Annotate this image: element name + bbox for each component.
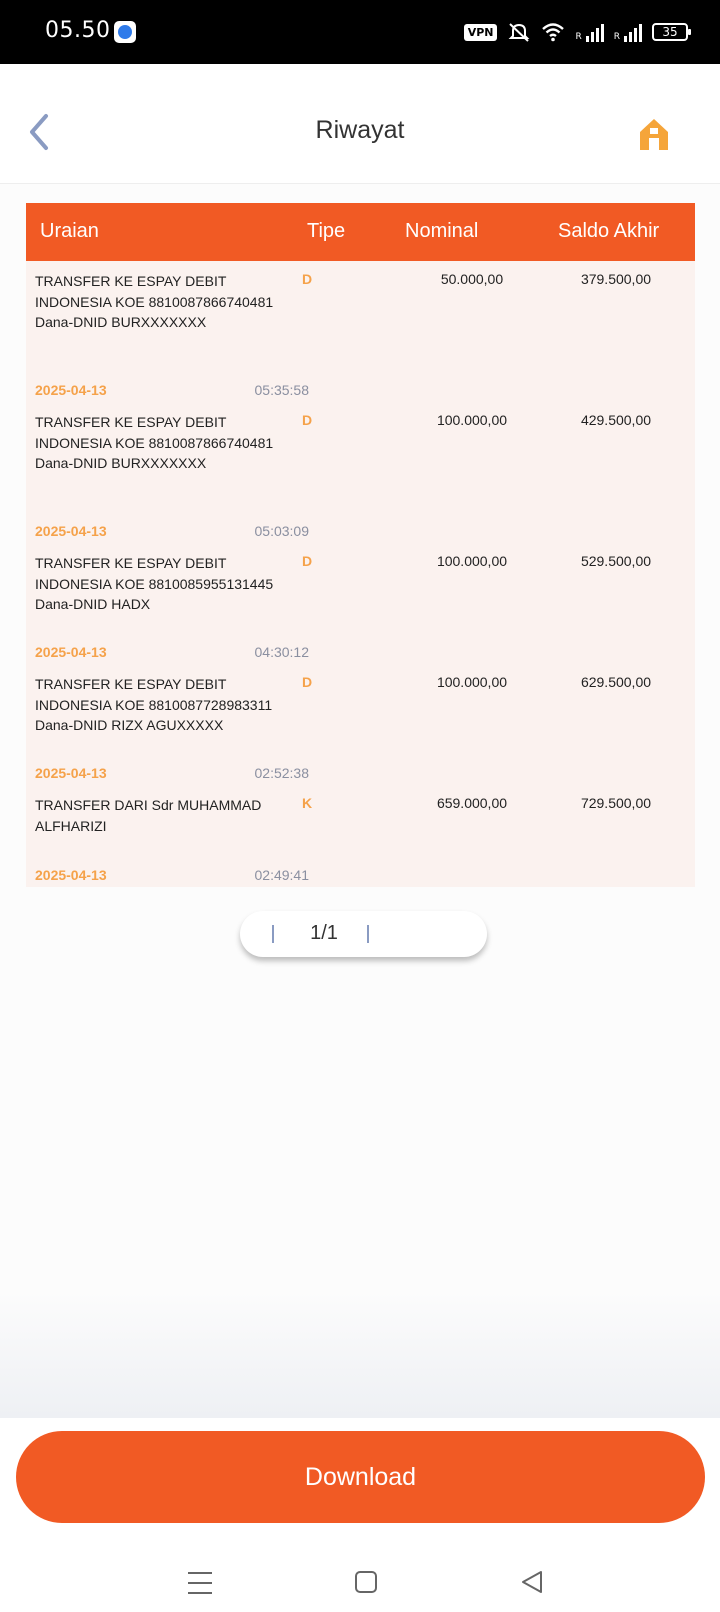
row-time: 02:52:38 bbox=[254, 765, 309, 781]
row-nominal: 659.000,00 bbox=[436, 795, 508, 811]
row-nominal: 100.000,00 bbox=[436, 674, 508, 690]
menu-icon[interactable] bbox=[188, 1572, 212, 1594]
col-header-uraian: Uraian bbox=[40, 220, 99, 242]
row-nominal: 100.000,00 bbox=[436, 553, 508, 569]
battery-icon: 35 bbox=[652, 23, 688, 41]
pagination-label: 1/1 bbox=[310, 922, 338, 944]
table-row[interactable] bbox=[26, 785, 695, 887]
row-saldo: 629.500,00 bbox=[580, 674, 652, 690]
bottom-fade bbox=[0, 1290, 720, 1418]
app-notification-icon bbox=[114, 21, 136, 43]
row-description: TRANSFER KE ESPAY DEBIT INDONESIA KOE 8810087866740481 Dana-DNID BURXXXXXXX bbox=[35, 273, 274, 330]
status-icons bbox=[464, 20, 688, 44]
row-type: K bbox=[302, 795, 313, 811]
home-square-icon[interactable] bbox=[355, 1571, 377, 1593]
row-nominal: 100.000,00 bbox=[436, 412, 508, 428]
row-date: 2025-04-13 bbox=[35, 765, 107, 781]
system-nav-bar bbox=[0, 1540, 720, 1612]
mute-icon bbox=[507, 21, 531, 43]
signal-icon-2 bbox=[614, 22, 642, 42]
transaction-table bbox=[26, 203, 695, 887]
pagination bbox=[240, 911, 487, 957]
row-type: D bbox=[302, 412, 313, 428]
row-date: 2025-04-13 bbox=[35, 382, 107, 398]
row-time: 04:30:12 bbox=[254, 644, 309, 660]
table-row[interactable] bbox=[26, 543, 695, 664]
row-saldo: 529.500,00 bbox=[580, 553, 652, 569]
row-type: D bbox=[302, 674, 313, 690]
row-type: D bbox=[302, 271, 313, 287]
col-header-saldo-akhir: Saldo Akhir bbox=[558, 220, 660, 242]
page-title: Riwayat bbox=[315, 116, 405, 144]
row-time: 05:03:09 bbox=[254, 523, 309, 539]
row-saldo: 729.500,00 bbox=[580, 795, 652, 811]
signal-label-1: R bbox=[575, 32, 582, 42]
back-triangle-icon[interactable] bbox=[520, 1569, 544, 1595]
table-header bbox=[26, 203, 695, 261]
row-description: TRANSFER KE ESPAY DEBIT INDONESIA KOE 8810087866740481 Dana-DNID BURXXXXXXX bbox=[35, 414, 274, 471]
table-body bbox=[26, 261, 695, 887]
row-description: TRANSFER KE ESPAY DEBIT INDONESIA KOE 8810085955131445 Dana-DNID HADX bbox=[35, 555, 274, 612]
signal-label-2: R bbox=[613, 32, 620, 42]
row-date: 2025-04-13 bbox=[35, 867, 107, 883]
status-time: 05.50 bbox=[45, 18, 111, 43]
row-date: 2025-04-13 bbox=[35, 644, 107, 660]
row-saldo: 429.500,00 bbox=[580, 412, 652, 428]
table-row[interactable] bbox=[26, 261, 695, 402]
download-button[interactable]: Download bbox=[16, 1431, 705, 1523]
table-row[interactable] bbox=[26, 402, 695, 543]
vpn-badge: VPN bbox=[464, 24, 498, 41]
pagination-prev-divider[interactable] bbox=[272, 925, 274, 943]
wifi-icon bbox=[541, 21, 565, 43]
row-description: TRANSFER KE ESPAY DEBIT INDONESIA KOE 8810087728983311 Dana-DNID RIZX AGUXXXXX bbox=[35, 676, 273, 733]
table-row[interactable] bbox=[26, 664, 695, 785]
signal-icon-1 bbox=[575, 22, 603, 42]
pagination-next-divider[interactable] bbox=[367, 925, 369, 943]
row-type: D bbox=[302, 553, 313, 569]
status-bar bbox=[0, 0, 720, 64]
col-header-tipe: Tipe bbox=[307, 220, 346, 242]
app-header bbox=[0, 64, 720, 184]
row-saldo: 379.500,00 bbox=[580, 271, 652, 287]
col-header-nominal: Nominal bbox=[405, 220, 479, 242]
row-nominal: 50.000,00 bbox=[440, 271, 504, 287]
home-icon[interactable] bbox=[636, 116, 672, 152]
row-time: 02:49:41 bbox=[254, 867, 309, 883]
row-date: 2025-04-13 bbox=[35, 523, 107, 539]
row-time: 05:35:58 bbox=[254, 382, 309, 398]
row-description: TRANSFER DARI Sdr MUHAMMAD ALFHARIZI bbox=[35, 797, 262, 834]
